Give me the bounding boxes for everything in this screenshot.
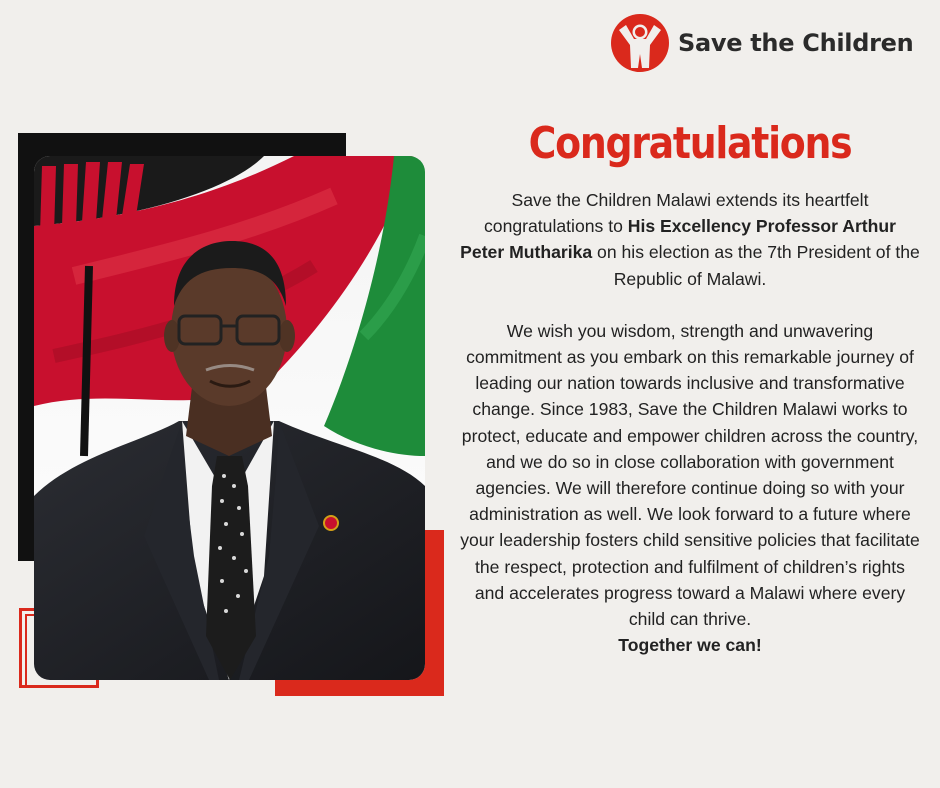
brand-logo[interactable] [609, 12, 913, 74]
president-name: His Excellency Professor Arthur Peter Mutharika [460, 216, 897, 263]
brand-name: Save the Children [678, 29, 914, 57]
president-portrait [34, 156, 425, 680]
page-title: Congratulations [528, 118, 852, 169]
closing-slogan: Together we can! [618, 635, 762, 656]
paragraph1-intro: Save the Children Malawi extends its heartfelt congratulations to [483, 190, 869, 237]
congratulations-paragraph [460, 187, 920, 292]
save-the-children-logo-icon [609, 12, 671, 74]
paragraph1-outro: on his election as the 7th President of the Republic of Malawi. [592, 242, 920, 289]
wishes-paragraph [460, 318, 920, 659]
paragraph2-text: We wish you wisdom, strength and unwavering commitment as you embark on this remarkable journey of leading our nation towards inclusive and transformative change. Since 1983, Save the Children Malawi works to protect, educate and empower children across the country, and we do so in close collaboration with government agencies. We will therefore continue doing so with your administration as well. We look forward to a future where your leadership fosters child sensitive policies that facilitate the respect, protection and fulfilment of children’s rights and accelerates progress toward a Malawi where every child can thrive. [460, 320, 920, 630]
message-body [460, 187, 920, 658]
